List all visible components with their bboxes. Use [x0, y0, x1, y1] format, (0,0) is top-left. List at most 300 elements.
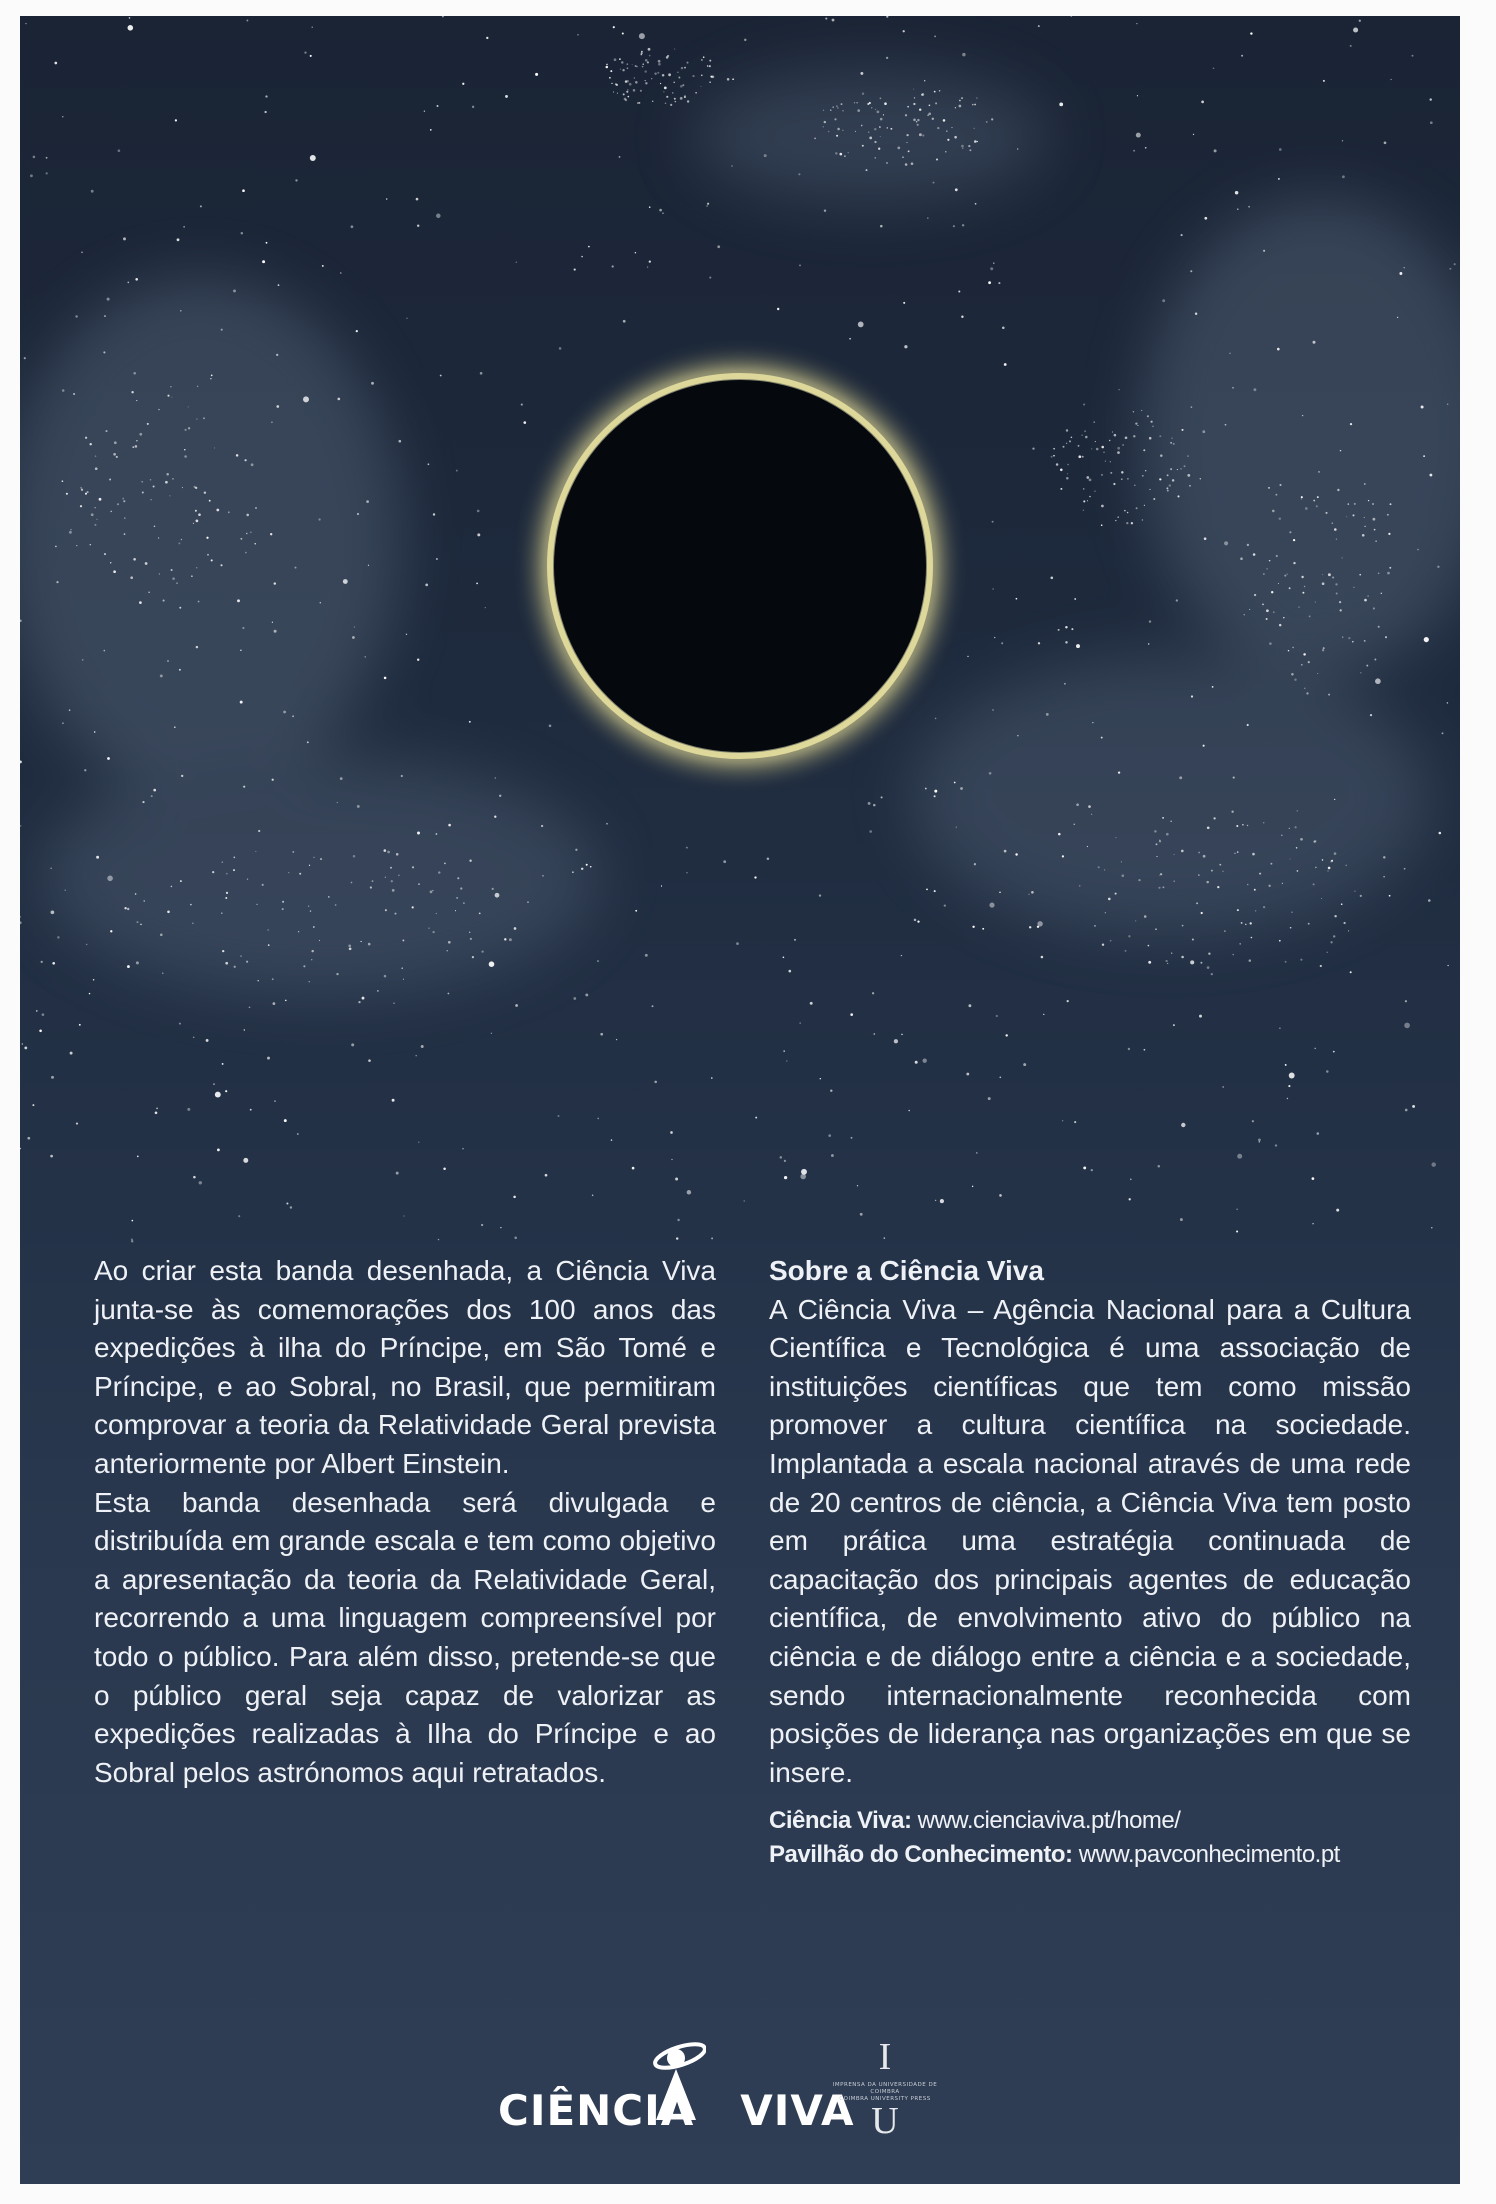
star [153, 789, 156, 792]
star [1051, 456, 1053, 458]
star [1314, 840, 1316, 842]
star [264, 111, 266, 113]
star [1437, 566, 1439, 568]
star [1129, 1198, 1131, 1200]
star [907, 106, 909, 108]
star [1335, 583, 1337, 585]
star [615, 83, 617, 85]
star [1091, 1169, 1093, 1171]
star [857, 109, 860, 112]
star [810, 1002, 813, 1005]
star [1103, 452, 1105, 454]
star [292, 715, 294, 717]
star [1133, 435, 1135, 437]
star [947, 139, 949, 141]
night-sky-illustration [20, 16, 1460, 1246]
star [1066, 429, 1068, 431]
star [179, 669, 181, 671]
star [674, 98, 676, 100]
star [660, 83, 661, 84]
star [1384, 141, 1387, 144]
star [956, 826, 957, 827]
star [1266, 568, 1267, 569]
star [523, 421, 526, 424]
star [463, 902, 465, 904]
star [304, 52, 306, 54]
star [117, 503, 119, 505]
star [1207, 966, 1210, 969]
star [732, 78, 734, 80]
star [1213, 68, 1215, 70]
star [167, 911, 170, 914]
star [245, 552, 247, 554]
star [392, 1099, 395, 1102]
star [199, 1181, 202, 1184]
star [934, 890, 936, 892]
star [1328, 573, 1331, 576]
star [886, 162, 887, 163]
star [109, 479, 111, 481]
star [1092, 722, 1093, 723]
star [842, 130, 843, 131]
star [351, 882, 353, 884]
star [1093, 421, 1094, 422]
star [311, 950, 313, 952]
star [1249, 922, 1251, 924]
star [1071, 16, 1072, 17]
star [649, 260, 651, 262]
star [500, 1227, 501, 1228]
star [515, 1004, 518, 1007]
star [435, 833, 437, 835]
star [666, 56, 669, 59]
star [600, 1033, 603, 1036]
star [1105, 461, 1106, 462]
link-url-pavilhao[interactable]: www.pavconhecimento.pt [1078, 1841, 1340, 1869]
star [212, 871, 214, 873]
star [27, 1137, 30, 1140]
star [267, 929, 268, 930]
star [406, 634, 407, 635]
star [320, 602, 322, 604]
star [868, 802, 871, 805]
star [832, 106, 834, 108]
star [136, 961, 139, 964]
star [299, 873, 301, 875]
star [1350, 423, 1352, 425]
iu-publisher-line-2: COIMBRA UNIVERSITY PRESS [839, 2096, 931, 2102]
star [1095, 441, 1096, 442]
star [1288, 1085, 1290, 1087]
star [1273, 611, 1275, 613]
star [1375, 678, 1381, 684]
star [1058, 833, 1061, 836]
star [438, 1239, 439, 1240]
link-url-ciencia-viva[interactable]: www.cienciaviva.pt/home/ [917, 1807, 1181, 1835]
star [1199, 1015, 1202, 1018]
star [1423, 455, 1425, 457]
star [142, 491, 144, 493]
star [686, 847, 688, 849]
star [1315, 602, 1316, 603]
star [1317, 496, 1319, 498]
star [1064, 683, 1066, 685]
star [421, 1045, 424, 1048]
star [184, 429, 186, 431]
star [1059, 103, 1063, 107]
star [310, 55, 312, 57]
star [319, 940, 320, 941]
star [447, 950, 448, 951]
star [1301, 499, 1302, 500]
star [1250, 32, 1252, 34]
star [680, 97, 683, 100]
star [366, 500, 369, 503]
star [962, 224, 964, 226]
star [155, 1111, 158, 1114]
star [919, 133, 922, 136]
star [613, 26, 615, 28]
star [959, 100, 961, 102]
star [1206, 881, 1208, 883]
star [148, 592, 149, 593]
star [1117, 447, 1120, 450]
star [994, 637, 995, 638]
star [1350, 45, 1352, 47]
star [368, 1059, 371, 1062]
star [1431, 1162, 1435, 1166]
star [340, 272, 341, 273]
star [1195, 312, 1197, 314]
star [670, 1131, 673, 1134]
star [612, 265, 614, 267]
star [1110, 461, 1111, 462]
star [1364, 517, 1365, 518]
star [221, 329, 223, 331]
star [246, 20, 248, 22]
star [784, 1176, 787, 1179]
star [1421, 406, 1424, 409]
star [283, 711, 286, 714]
star [170, 386, 171, 387]
star [1336, 538, 1337, 539]
star [1430, 121, 1433, 124]
star [1037, 926, 1039, 928]
star [1381, 593, 1382, 594]
star [1263, 573, 1265, 575]
star [246, 961, 248, 963]
star [678, 77, 680, 79]
star [1136, 23, 1137, 24]
star [857, 1185, 858, 1186]
star [1043, 1014, 1044, 1015]
star [1316, 505, 1318, 507]
star [855, 131, 856, 132]
star [1290, 927, 1292, 929]
star [744, 39, 746, 41]
star [1232, 387, 1234, 389]
star [1091, 448, 1092, 449]
star [665, 103, 667, 105]
star [114, 441, 117, 444]
star [616, 1039, 617, 1040]
star [574, 269, 576, 271]
star [1190, 960, 1194, 964]
star [1125, 950, 1127, 952]
star [1112, 431, 1113, 432]
star [1296, 847, 1298, 849]
star [226, 873, 228, 875]
star [335, 904, 337, 906]
star [1204, 217, 1207, 220]
star [89, 993, 90, 994]
star [1182, 925, 1184, 927]
star [1063, 446, 1065, 448]
star [1137, 95, 1138, 96]
star [85, 493, 87, 495]
star [124, 907, 126, 909]
star [992, 521, 994, 523]
star [686, 872, 687, 873]
star [874, 141, 876, 143]
star [1236, 825, 1238, 827]
star [1270, 863, 1272, 865]
star [668, 73, 671, 76]
star [256, 904, 257, 905]
star [623, 93, 625, 95]
star [1323, 80, 1325, 82]
star [586, 864, 588, 866]
star [1110, 940, 1112, 942]
star [632, 1167, 635, 1170]
star [65, 890, 66, 891]
star [1315, 867, 1317, 869]
star [1348, 503, 1350, 505]
star [873, 1033, 875, 1035]
star [1121, 861, 1122, 862]
star [1078, 445, 1080, 447]
star [925, 788, 927, 790]
star [469, 932, 470, 933]
star [687, 1190, 692, 1195]
star [581, 868, 583, 870]
star [1284, 575, 1286, 577]
star [1156, 856, 1157, 857]
star [1198, 852, 1200, 854]
star [171, 397, 172, 398]
star [135, 278, 138, 281]
star [652, 101, 654, 103]
star [313, 857, 314, 858]
star [62, 116, 63, 117]
star [303, 965, 305, 967]
star [1304, 688, 1305, 689]
star [1282, 883, 1283, 884]
star [417, 659, 419, 661]
star [365, 656, 366, 657]
star [1360, 672, 1361, 673]
star [744, 1200, 745, 1201]
star [135, 445, 138, 448]
star [927, 114, 929, 116]
star [1001, 642, 1003, 644]
star [1115, 893, 1117, 895]
star [193, 1037, 195, 1039]
star [933, 182, 935, 184]
star [1378, 626, 1380, 628]
star [127, 908, 129, 910]
star [124, 533, 126, 535]
star [175, 119, 177, 121]
star [171, 569, 173, 571]
star [1135, 920, 1136, 921]
star [436, 558, 438, 560]
star [210, 378, 211, 379]
star [57, 936, 60, 939]
star [1053, 455, 1055, 457]
star [639, 102, 641, 104]
star [51, 910, 55, 914]
star [626, 63, 628, 65]
star [91, 513, 94, 516]
star [666, 96, 668, 98]
star [794, 939, 796, 941]
star [206, 1039, 209, 1042]
star [116, 456, 118, 458]
star [95, 455, 97, 457]
star [590, 866, 592, 868]
star [1374, 659, 1376, 661]
star [1322, 649, 1324, 651]
link-label-ciencia-viva: Ciência Viva: [769, 1807, 912, 1835]
star [160, 934, 163, 937]
star [154, 526, 156, 528]
star [906, 142, 907, 143]
star [309, 865, 310, 866]
star [962, 148, 963, 149]
star [1342, 140, 1343, 141]
star [913, 118, 916, 121]
star [274, 582, 276, 584]
star [1171, 952, 1172, 953]
star [1207, 826, 1210, 829]
star [139, 601, 142, 604]
star [673, 82, 674, 83]
star [879, 126, 881, 128]
star [939, 90, 941, 92]
star [1429, 474, 1432, 477]
star [1074, 598, 1076, 600]
star [1275, 494, 1277, 496]
star [1399, 272, 1402, 275]
star [104, 553, 106, 555]
star [1383, 876, 1384, 877]
star [392, 889, 395, 892]
star [75, 315, 77, 317]
star [541, 825, 543, 827]
star [606, 64, 608, 66]
star [1288, 650, 1289, 651]
star [1124, 510, 1126, 512]
star [226, 892, 228, 894]
star [873, 804, 876, 807]
star [1224, 541, 1228, 545]
star [297, 1133, 299, 1135]
star [351, 1043, 354, 1046]
star [573, 997, 576, 1000]
star [700, 86, 701, 87]
star [687, 100, 689, 102]
star [961, 97, 963, 99]
star [820, 1078, 821, 1079]
star [1320, 965, 1322, 967]
star [1263, 822, 1265, 824]
star [614, 58, 617, 61]
star [1074, 1121, 1076, 1123]
star [953, 225, 955, 227]
star [443, 1168, 446, 1171]
star [837, 107, 838, 108]
star [1147, 415, 1149, 417]
star [322, 265, 324, 267]
star [881, 796, 883, 798]
star [1170, 468, 1172, 470]
star [20, 916, 21, 918]
star [286, 1202, 288, 1204]
star [390, 867, 392, 869]
star [432, 890, 433, 891]
star [1069, 440, 1071, 442]
star [535, 73, 538, 76]
star [1082, 435, 1083, 436]
star [135, 893, 137, 895]
star [499, 795, 501, 797]
star [1079, 885, 1080, 886]
star [707, 203, 709, 205]
star [456, 897, 458, 899]
star [1213, 817, 1215, 819]
star [430, 129, 432, 131]
star [784, 1160, 786, 1162]
star [160, 674, 163, 677]
star [1177, 469, 1178, 470]
star [448, 824, 451, 827]
star [196, 418, 197, 419]
star [1244, 614, 1245, 615]
star [1373, 607, 1375, 609]
star [549, 724, 552, 727]
star [1234, 853, 1235, 854]
star [1350, 971, 1352, 973]
star [1374, 529, 1376, 531]
star [1352, 641, 1354, 643]
star [80, 487, 82, 489]
star [684, 67, 686, 69]
star [1050, 576, 1053, 579]
star [140, 924, 142, 926]
star [936, 159, 938, 161]
star [107, 757, 110, 760]
star [180, 310, 182, 312]
star [188, 406, 189, 407]
star [462, 83, 464, 85]
star [1032, 447, 1034, 449]
star [917, 124, 919, 126]
star [622, 32, 624, 34]
star [680, 85, 683, 88]
star [1117, 516, 1119, 518]
star [200, 205, 202, 207]
